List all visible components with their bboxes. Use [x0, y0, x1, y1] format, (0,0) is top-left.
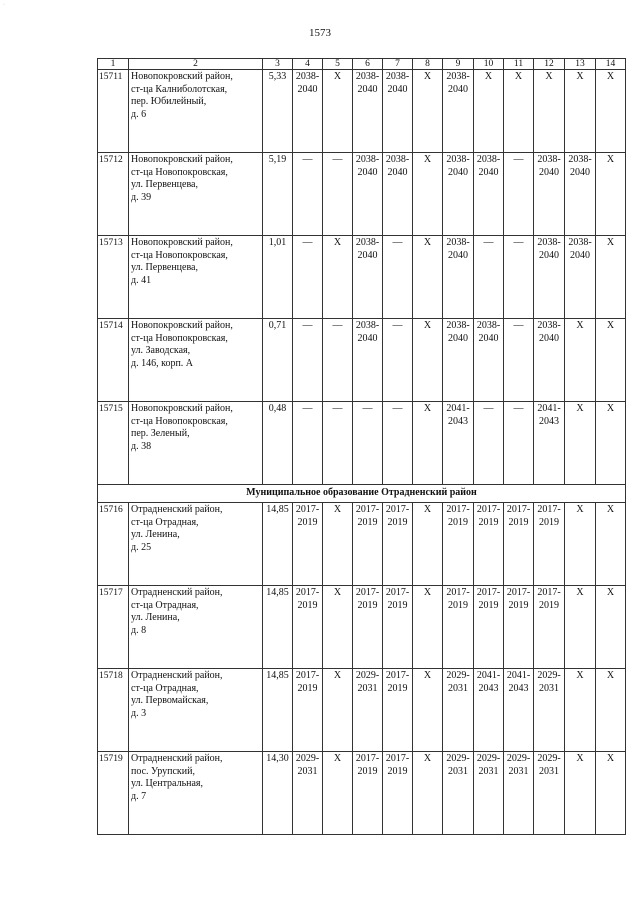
address-line: ст-ца Отрадная, [131, 599, 199, 611]
header-cell: 5 [323, 59, 353, 70]
row-number: 15713 [98, 236, 129, 319]
period-cell: — [323, 319, 353, 402]
address-line: Новопокровский район, [131, 71, 233, 82]
period-cell: 2038- 2040 [353, 70, 383, 153]
period-cell: 2017- 2019 [474, 503, 504, 586]
address-line: ул. Первомайская, [131, 695, 209, 706]
period-cell: — [293, 319, 323, 402]
table-row [98, 153, 626, 236]
period-cell: X [413, 402, 443, 485]
period-cell: 2017- 2019 [443, 503, 474, 586]
period-cell: X [596, 402, 626, 485]
period-cell: 2041- 2043 [474, 669, 504, 752]
period-cell: 2029- 2031 [293, 752, 323, 835]
register-table [97, 58, 626, 835]
period-cell: — [293, 236, 323, 319]
address-line: Отрадненский район, [131, 504, 223, 515]
period-cell: X [596, 503, 626, 586]
address-line: ст-ца Новопокровская, [131, 332, 228, 344]
table-body [98, 59, 626, 835]
period-cell: 2038- 2040 [443, 319, 474, 402]
address-line: ст-ца Отрадная, [131, 682, 199, 694]
period-cell: 2029- 2031 [353, 669, 383, 752]
period-cell: — [293, 402, 323, 485]
period-cell: X [596, 236, 626, 319]
period-cell: — [383, 402, 413, 485]
period-cell: 2038- 2040 [293, 70, 323, 153]
area-cell: 5,33 [263, 70, 293, 153]
period-cell: 2038- 2040 [534, 153, 565, 236]
period-cell: 2038- 2040 [565, 153, 596, 236]
period-cell: 2038- 2040 [534, 236, 565, 319]
period-cell: X [565, 669, 596, 752]
address-cell [129, 752, 263, 835]
header-cell: 12 [534, 59, 565, 70]
table-row [98, 752, 626, 835]
period-cell: — [504, 153, 534, 236]
period-cell: 2017- 2019 [293, 669, 323, 752]
header-cell: 7 [383, 59, 413, 70]
header-cell: 3 [263, 59, 293, 70]
period-cell: X [413, 503, 443, 586]
period-cell: 2038- 2040 [443, 236, 474, 319]
table-row [98, 669, 626, 752]
period-cell: — [323, 402, 353, 485]
period-cell: 2029- 2031 [443, 752, 474, 835]
table-row [98, 402, 626, 485]
period-cell: X [413, 752, 443, 835]
period-cell: X [413, 319, 443, 402]
period-cell: 2017- 2019 [383, 503, 413, 586]
period-cell: X [474, 70, 504, 153]
area-cell: 1,01 [263, 236, 293, 319]
address-line: Новопокровский район, [131, 237, 233, 248]
period-cell: X [565, 402, 596, 485]
period-cell: X [565, 319, 596, 402]
period-cell: 2017- 2019 [443, 586, 474, 669]
period-cell: — [504, 402, 534, 485]
period-cell: X [565, 752, 596, 835]
address-line: Новопокровский район, [131, 320, 233, 331]
header-row [98, 59, 626, 70]
period-cell: — [504, 236, 534, 319]
area-cell: 0,48 [263, 402, 293, 485]
section-title: Муниципальное образование Отрадненский район [98, 485, 626, 503]
address-line: ст-ца Новопокровская, [131, 166, 228, 178]
address-line: д. 41 [131, 274, 152, 286]
period-cell: 2017- 2019 [474, 586, 504, 669]
header-cell: 11 [504, 59, 534, 70]
area-cell: 14,30 [263, 752, 293, 835]
period-cell: X [596, 319, 626, 402]
address-line: Новопокровский район, [131, 403, 233, 414]
period-cell: X [596, 70, 626, 153]
period-cell: 2029- 2031 [504, 752, 534, 835]
period-cell: X [323, 669, 353, 752]
address-line: Новопокровский район, [131, 154, 233, 165]
address-line: д. 25 [131, 541, 152, 553]
period-cell: 2017- 2019 [353, 503, 383, 586]
address-line: ст-ца Отрадная, [131, 516, 199, 528]
period-cell: 2017- 2019 [383, 586, 413, 669]
period-cell: 2017- 2019 [534, 586, 565, 669]
address-line: ул. Первенцева, [131, 179, 198, 190]
row-number: 15719 [98, 752, 129, 835]
period-cell: 2038- 2040 [383, 153, 413, 236]
address-line: д. 39 [131, 191, 152, 203]
period-cell: X [323, 236, 353, 319]
header-cell: 9 [443, 59, 474, 70]
period-cell: 2038- 2040 [474, 153, 504, 236]
address-line: ст-ца Калниболотская, [131, 83, 228, 95]
period-cell: — [504, 319, 534, 402]
period-cell: X [413, 153, 443, 236]
period-cell: — [353, 402, 383, 485]
header-cell: 1 [98, 59, 129, 70]
address-cell [129, 70, 263, 153]
header-cell: 6 [353, 59, 383, 70]
period-cell: X [413, 669, 443, 752]
period-cell: X [413, 70, 443, 153]
period-cell: X [596, 669, 626, 752]
period-cell: 2017- 2019 [293, 586, 323, 669]
period-cell: 2017- 2019 [353, 752, 383, 835]
period-cell: — [293, 153, 323, 236]
header-cell: 14 [596, 59, 626, 70]
period-cell: 2038- 2040 [534, 319, 565, 402]
address-line: д. 8 [131, 624, 147, 636]
table-row [98, 236, 626, 319]
address-line: д. 146, корп. А [131, 357, 194, 369]
address-line: ул. Первенцева, [131, 262, 198, 273]
row-number: 15717 [98, 586, 129, 669]
period-cell: X [413, 586, 443, 669]
address-line: пер. Зеленый, [131, 428, 190, 439]
period-cell: 2017- 2019 [504, 586, 534, 669]
address-line: Отрадненский район, [131, 670, 223, 681]
row-number: 15711 [98, 70, 129, 153]
period-cell: 2038- 2040 [443, 153, 474, 236]
period-cell: — [474, 236, 504, 319]
period-cell: 2017- 2019 [383, 669, 413, 752]
period-cell: 2038- 2040 [474, 319, 504, 402]
address-line: ул. Заводская, [131, 345, 191, 356]
header-cell: 10 [474, 59, 504, 70]
period-cell: X [323, 586, 353, 669]
period-cell: 2029- 2031 [534, 752, 565, 835]
period-cell: X [413, 236, 443, 319]
period-cell: X [565, 70, 596, 153]
address-line: д. 3 [131, 707, 147, 719]
period-cell: 2029- 2031 [443, 669, 474, 752]
period-cell: — [474, 402, 504, 485]
row-number: 15715 [98, 402, 129, 485]
period-cell: 2017- 2019 [293, 503, 323, 586]
address-cell [129, 669, 263, 752]
address-cell [129, 402, 263, 485]
address-line: ул. Ленина, [131, 612, 180, 623]
period-cell: 2029- 2031 [534, 669, 565, 752]
period-cell: 2038- 2040 [443, 70, 474, 153]
corner-mark: · [3, 2, 5, 8]
address-line: д. 6 [131, 108, 147, 120]
period-cell: 2038- 2040 [353, 319, 383, 402]
period-cell: — [323, 153, 353, 236]
address-line: пос. Урупский, [131, 765, 195, 777]
address-line: д. 7 [131, 790, 147, 802]
period-cell: X [596, 586, 626, 669]
area-cell: 14,85 [263, 586, 293, 669]
address-cell [129, 319, 263, 402]
address-line: ст-ца Новопокровская, [131, 249, 228, 261]
address-cell [129, 586, 263, 669]
header-cell: 2 [129, 59, 263, 70]
period-cell: 2038- 2040 [353, 236, 383, 319]
period-cell: X [504, 70, 534, 153]
table-row [98, 319, 626, 402]
period-cell: X [534, 70, 565, 153]
address-line: д. 38 [131, 440, 152, 452]
period-cell: X [323, 70, 353, 153]
period-cell: X [565, 503, 596, 586]
address-line: пер. Юбилейный, [131, 96, 207, 107]
period-cell: 2038- 2040 [565, 236, 596, 319]
header-cell: 13 [565, 59, 596, 70]
address-line: ул. Ленина, [131, 529, 180, 540]
area-cell: 14,85 [263, 669, 293, 752]
period-cell: X [565, 586, 596, 669]
area-cell: 14,85 [263, 503, 293, 586]
period-cell: 2017- 2019 [534, 503, 565, 586]
period-cell: X [596, 153, 626, 236]
period-cell: 2029- 2031 [474, 752, 504, 835]
page-number: 1573 [309, 27, 331, 39]
address-line: Отрадненский район, [131, 753, 223, 764]
period-cell: — [383, 319, 413, 402]
period-cell: 2017- 2019 [383, 752, 413, 835]
period-cell: 2041- 2043 [534, 402, 565, 485]
period-cell: 2041- 2043 [504, 669, 534, 752]
area-cell: 5,19 [263, 153, 293, 236]
area-cell: 0,71 [263, 319, 293, 402]
period-cell: 2038- 2040 [353, 153, 383, 236]
address-cell [129, 503, 263, 586]
period-cell: 2017- 2019 [353, 586, 383, 669]
row-number: 15718 [98, 669, 129, 752]
period-cell: 2041- 2043 [443, 402, 474, 485]
row-number: 15712 [98, 153, 129, 236]
row-number: 15714 [98, 319, 129, 402]
header-cell: 8 [413, 59, 443, 70]
header-cell: 4 [293, 59, 323, 70]
address-cell [129, 236, 263, 319]
section-row [98, 485, 626, 503]
address-line: Отрадненский район, [131, 587, 223, 598]
period-cell: X [596, 752, 626, 835]
period-cell: X [323, 752, 353, 835]
table-row [98, 586, 626, 669]
period-cell: X [323, 503, 353, 586]
period-cell: 2038- 2040 [383, 70, 413, 153]
table-row [98, 70, 626, 153]
table-row [98, 503, 626, 586]
address-cell [129, 153, 263, 236]
period-cell: — [383, 236, 413, 319]
address-line: ул. Центральная, [131, 778, 204, 789]
period-cell: 2017- 2019 [504, 503, 534, 586]
address-line: ст-ца Новопокровская, [131, 415, 228, 427]
row-number: 15716 [98, 503, 129, 586]
